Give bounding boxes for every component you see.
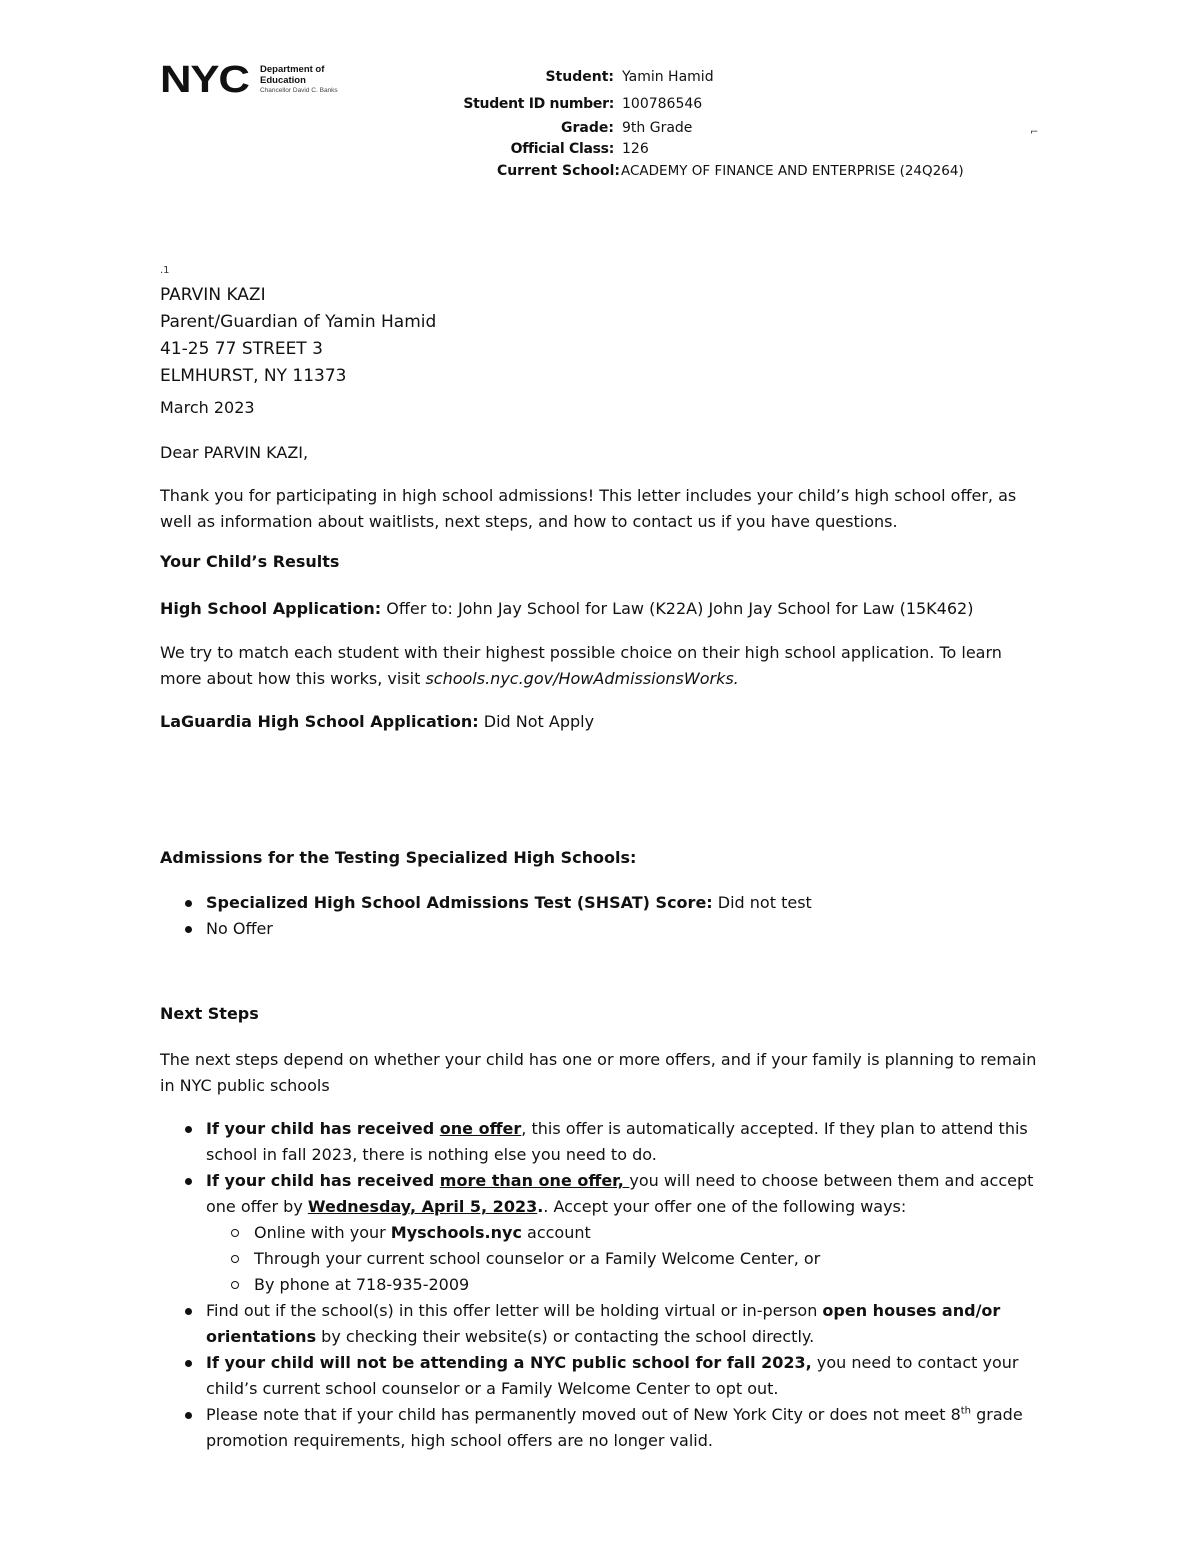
current-school-label: Current School: [496,163,620,179]
results-heading: Your Child’s Results [160,552,340,571]
grade-row [0,117,1200,139]
next-steps-intro: The next steps depend on whether your child has one or more offers, and if your family is planning to remain in NYC public schools [160,1050,1037,1095]
student-id-label: Student ID number: [463,96,614,112]
match-paragraph: We try to match each student with their highest possible choice on their high school application. To learn more about how this works, visit schools.nyc.gov/HowAdmissionsWorks. [160,643,1002,688]
student-name-row [0,66,1200,88]
next-steps-heading: Next Steps [160,1004,259,1023]
next-steps-list [160,1116,1050,1454]
official-class-value: 126 [622,141,649,157]
list-item [206,1272,1050,1298]
accept-offer-ways [206,1220,1050,1298]
recipient-name: PARVIN KAZI [160,285,266,305]
small-mark: .1 [160,265,170,276]
list-item: If your child has received one offer, this offer is automatically accepted. If they plan to attend this school in fall 2023, there is nothing else you need to do. [160,1116,1050,1168]
shsat-value: Did not test [712,893,812,912]
grade-label: Grade: [561,120,614,136]
list-item: Through your current school counselor or a Family Welcome Center, or [206,1246,1050,1272]
logo-department: Department of Education [260,64,325,86]
list-item: Online with your Myschools.nyc account [206,1220,1050,1246]
current-school-value: ACADEMY OF FINANCE AND ENTERPRISE (24Q264) [621,163,964,179]
phone-number: By phone at 718-935-2009 [254,1275,470,1294]
hs-application-value: Offer to: John Jay School for Law (K22A) John Jay School for Law (15K462) [381,599,974,618]
letter-date: March 2023 [160,398,255,417]
official-class-label: Official Class: [510,141,614,157]
specialized-heading: Admissions for the Testing Specialized High Schools: [160,848,637,867]
grade-value: 9th Grade [622,120,693,136]
student-id-value: 100786546 [622,96,703,112]
laguardia-line [160,709,1040,735]
intro-paragraph: Thank you for participating in high school admissions! This letter includes your child’s high school offer, as well as information about waitlists, next steps, and how to contact us if you have questions. [160,486,1017,531]
specialized-list [160,890,1060,942]
laguardia-label: LaGuardia High School Application: [160,712,479,731]
hs-application-line [160,596,1040,622]
deadline-date: Wednesday, April 5, 2023 [307,1197,538,1216]
student-value: Yamin Hamid [622,69,714,85]
corner-mark: ⌐ [1030,127,1039,138]
student-id-row [0,93,1200,115]
list-item: Please note that if your child has permanently moved out of New York City or does not meet 8th grade promotion requirements, high school offers are no longer valid. [160,1402,1050,1454]
shsat-offer: No Offer [206,919,273,938]
student-label: Student: [545,69,614,85]
myschools-link[interactable]: Myschools.nyc [390,1223,522,1242]
recipient-street: 41-25 77 STREET 3 [160,339,323,359]
recipient-relation: Parent/Guardian of Yamin Hamid [160,312,437,332]
list-item: If your child has received more than one offer, you will need to choose between them and accept one offer by Wednesday, April 5, 2023.. Accept your offer one of the following ways: Online with your Myschools.nyc account Through your current school counselor or a Family Welcome Center, or By phone at 718-935-2009 [160,1168,1050,1298]
hs-application-label: High School Application: [160,599,382,618]
laguardia-value: Did Not Apply [478,712,595,731]
how-admissions-works-link[interactable]: schools.nyc.gov/HowAdmissionsWorks. [425,668,739,688]
list-item: If your child will not be attending a NYC public school for fall 2023, you need to contact your child’s current school counselor or a Family Welcome Center to opt out. [160,1350,1050,1402]
logo-chancellor: Chancellor David C. Banks [260,87,338,94]
list-item [160,916,1060,942]
shsat-label: Specialized High School Admissions Test (SHSAT) Score: [206,893,713,912]
list-item [160,890,1060,916]
logo-nyc-text: NYC [160,59,249,101]
current-school-row [0,160,1200,182]
list-item: Find out if the school(s) in this offer letter will be holding virtual or in-person open houses and/or orientations by checking their website(s) or contacting the school directly. [160,1298,1050,1350]
official-class-row [0,138,1200,160]
greeting: Dear PARVIN KAZI, [160,443,309,462]
recipient-city: ELMHURST, NY 11373 [160,366,347,386]
